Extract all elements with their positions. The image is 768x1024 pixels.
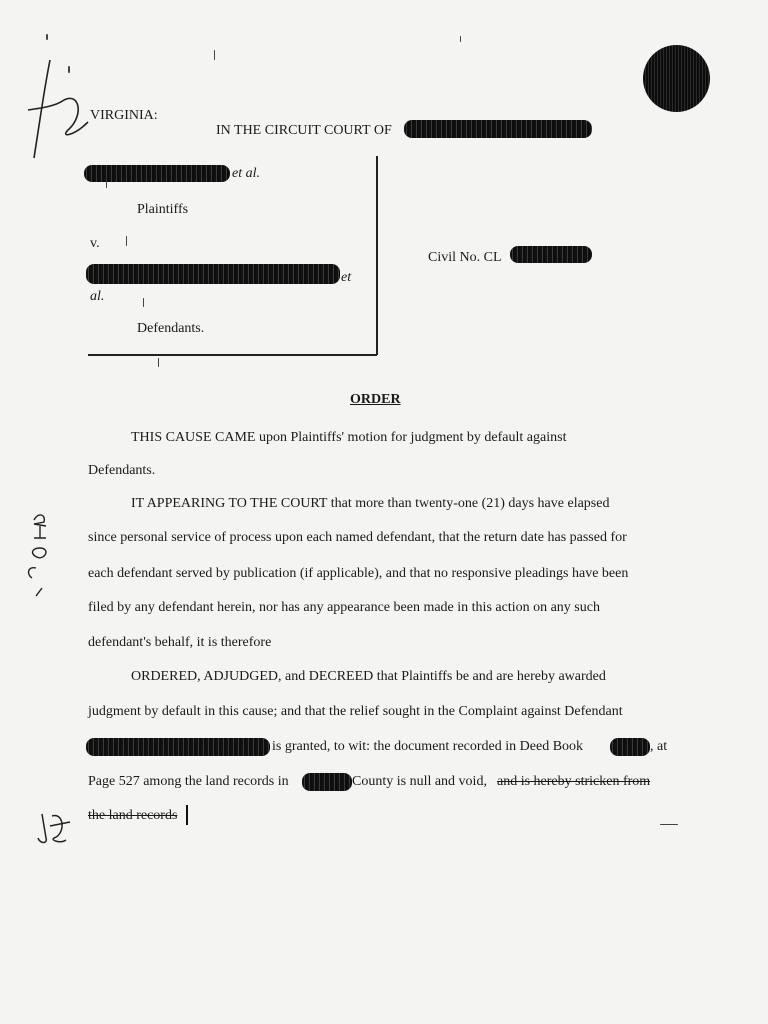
handwritten-margin-note [22, 508, 62, 598]
paragraph-3-line-4-struck: and is hereby stricken from [497, 774, 651, 789]
redaction-deed-book [610, 738, 650, 756]
redaction-county-name [302, 773, 352, 791]
punch-hole [643, 45, 710, 112]
defendant-suffix-2: al. [90, 289, 105, 304]
redaction-court-name [404, 120, 592, 138]
paragraph-1-line-2: Defendants. [88, 463, 156, 478]
paragraph-3-line-5-struck: the land records [88, 808, 178, 823]
paragraph-3-line-4b: County is null and void, [352, 774, 487, 789]
scan-speck [106, 180, 107, 188]
handwritten-initials-bottom [36, 808, 76, 848]
state-heading: VIRGINIA: [90, 108, 158, 123]
scan-speck [143, 298, 144, 307]
paragraph-2-line-3: each defendant served by publication (if applicable), and that no responsive pleadings have been [88, 566, 629, 581]
redaction-defendant-name [86, 264, 340, 284]
defendant-suffix-1: et [341, 270, 352, 285]
plaintiff-suffix: et al. [232, 166, 260, 181]
paragraph-1-line-1: THIS CAUSE CAME upon Plaintiffs' motion for judgment by default against [131, 430, 567, 445]
versus-label: v. [90, 236, 100, 251]
redaction-defendant-name-2 [86, 738, 270, 756]
paragraph-2-line-5: defendant's behalf, it is therefore [88, 635, 272, 650]
document-title: ORDER [350, 392, 401, 407]
paragraph-2-line-2: since personal service of process upon each named defendant, that the return date has passed for [88, 530, 627, 545]
paragraph-3-line-4a: Page 527 among the land records in [88, 774, 289, 789]
scan-speck [68, 66, 70, 73]
paragraph-2-line-1: IT APPEARING TO THE COURT that more than twenty-one (21) days have elapsed [131, 496, 610, 511]
scan-speck [46, 34, 48, 40]
paragraph-3-line-1: ORDERED, ADJUDGED, and DECREED that Plaintiffs be and are hereby awarded [131, 669, 606, 684]
scan-speck [460, 36, 461, 42]
defendants-label: Defendants. [137, 321, 205, 336]
caption-divider-vertical [376, 156, 378, 355]
paragraph-3-line-3b: , at [650, 739, 668, 754]
caption-divider-horizontal [88, 354, 377, 356]
civil-number-label: Civil No. CL [428, 250, 502, 265]
scan-speck [660, 824, 678, 825]
scan-speck [158, 358, 159, 367]
paragraph-3-line-3a: is granted, to wit: the document recorded in Deed Book [272, 739, 584, 754]
paragraph-2-line-4: filed by any defendant herein, nor has any appearance been made in this action on any such [88, 600, 600, 615]
court-heading: IN THE CIRCUIT COURT OF [216, 123, 392, 138]
paragraph-3-line-2: judgment by default in this cause; and that the relief sought in the Complaint against Defendant [88, 704, 623, 719]
redaction-case-number [510, 246, 592, 263]
scan-speck [214, 50, 215, 60]
scan-speck [126, 236, 127, 246]
plaintiffs-label: Plaintiffs [137, 202, 189, 217]
handwritten-end-mark [186, 805, 188, 825]
